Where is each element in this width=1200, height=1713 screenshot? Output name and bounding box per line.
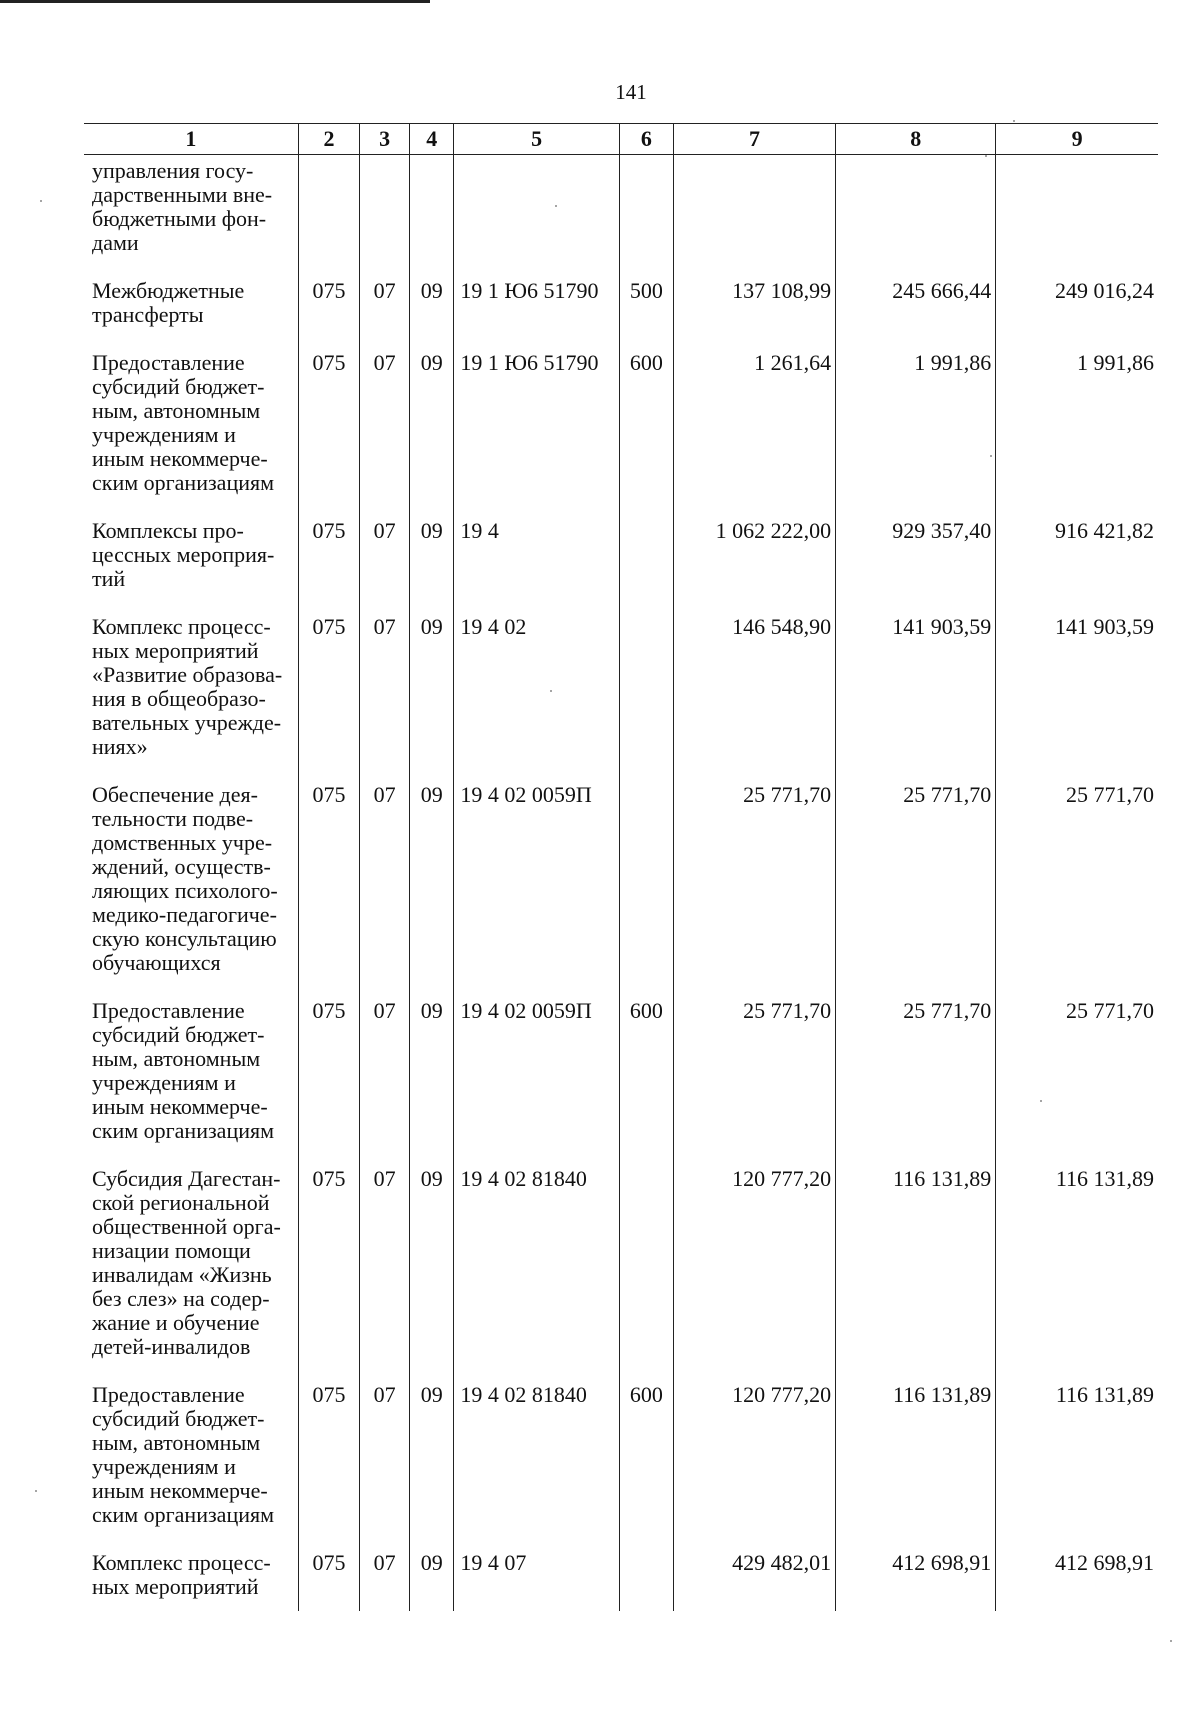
header-col-2: 2: [298, 124, 360, 155]
row-amount-col9: 412 698,91: [996, 1539, 1158, 1611]
row-amount-col7: 146 548,90: [673, 603, 835, 771]
row-amount-col8: 116 131,89: [836, 1155, 996, 1371]
scan-speck: [35, 1490, 37, 1492]
row-amount-col7: 1 261,64: [673, 339, 835, 507]
table-row: [84, 603, 1158, 771]
row-amount-col7: 429 482,01: [673, 1539, 835, 1611]
row-name: Предоставление субсидий бюджет- ным, автономным учреждениям и иным некоммерче- ским организациям: [92, 350, 275, 495]
table-row: [84, 1155, 1158, 1371]
row-ved-code: 075: [298, 603, 360, 771]
scan-speck: [1013, 120, 1015, 122]
row-amount-col9: 1 991,86: [996, 339, 1158, 507]
row-amount-col9: 116 131,89: [996, 1371, 1158, 1539]
table-row: [84, 1539, 1158, 1611]
row-target-article: 19 4 02 0059П: [454, 771, 619, 987]
row-amount-col9: 25 771,70: [996, 987, 1158, 1155]
row-target-article: 19 4: [454, 507, 619, 603]
row-amount-col9: 141 903,59: [996, 603, 1158, 771]
row-target-article: 19 4 02: [454, 603, 619, 771]
table-header: [84, 124, 1158, 155]
row-expense-type: 500: [619, 267, 673, 339]
row-expense-type: [619, 155, 673, 268]
row-expense-type: [619, 603, 673, 771]
header-col-4: 4: [410, 124, 454, 155]
row-amount-col9: 116 131,89: [996, 1155, 1158, 1371]
row-amount-col7: 1 062 222,00: [673, 507, 835, 603]
row-subsection-code: 09: [410, 339, 454, 507]
row-expense-type: 600: [619, 987, 673, 1155]
table-row: [84, 155, 1158, 268]
row-target-article: [454, 155, 619, 268]
row-ved-code: 075: [298, 339, 360, 507]
row-name: Предоставление субсидий бюджет- ным, автономным учреждениям и иным некоммерче- ским организациям: [92, 998, 275, 1143]
header-col-6: 6: [619, 124, 673, 155]
row-amount-col8: 1 991,86: [836, 339, 996, 507]
row-section-code: [360, 155, 410, 268]
scan-speck: [550, 690, 552, 692]
row-expense-type: 600: [619, 1371, 673, 1539]
header-col-9: 9: [996, 124, 1158, 155]
row-subsection-code: 09: [410, 987, 454, 1155]
row-amount-col7: 120 777,20: [673, 1371, 835, 1539]
scan-speck: [985, 155, 987, 157]
row-target-article: 19 4 02 0059П: [454, 987, 619, 1155]
row-ved-code: 075: [298, 507, 360, 603]
row-section-code: 07: [360, 339, 410, 507]
row-name: управления госу- дарственными вне- бюджетными фон- дами: [92, 158, 273, 255]
row-subsection-code: 09: [410, 1539, 454, 1611]
row-amount-col9: 249 016,24: [996, 267, 1158, 339]
scan-speck: [1170, 1640, 1172, 1642]
row-target-article: 19 4 02 81840: [454, 1155, 619, 1371]
table-row: [84, 507, 1158, 603]
row-amount-col8: 25 771,70: [836, 987, 996, 1155]
row-subsection-code: 09: [410, 507, 454, 603]
scan-speck: [990, 455, 992, 457]
row-subsection-code: 09: [410, 771, 454, 987]
header-col-1: 1: [84, 124, 298, 155]
row-section-code: 07: [360, 1155, 410, 1371]
row-expense-type: [619, 771, 673, 987]
row-section-code: 07: [360, 1371, 410, 1539]
row-subsection-code: [410, 155, 454, 268]
row-name: Комплексы про- цессных мероприя- тий: [92, 518, 275, 591]
row-amount-col9: 916 421,82: [996, 507, 1158, 603]
row-expense-type: [619, 507, 673, 603]
scan-speck: [40, 200, 42, 202]
row-section-code: 07: [360, 507, 410, 603]
scan-top-rule: [0, 0, 430, 3]
row-amount-col8: 412 698,91: [836, 1539, 996, 1611]
row-expense-type: [619, 1155, 673, 1371]
row-name: Обеспечение дея- тельности подве- домственных учре- ждений, осуществ- ляющих психолого- медико-педагогиче- скую консультацию обучающихся: [92, 782, 278, 975]
row-target-article: 19 4 02 81840: [454, 1371, 619, 1539]
row-target-article: 19 1 Ю6 51790: [454, 339, 619, 507]
row-subsection-code: 09: [410, 267, 454, 339]
scan-speck: [1040, 1100, 1042, 1102]
row-target-article: 19 4 07: [454, 1539, 619, 1611]
table-body: [84, 155, 1158, 1612]
row-ved-code: 075: [298, 1155, 360, 1371]
row-expense-type: [619, 1539, 673, 1611]
row-section-code: 07: [360, 267, 410, 339]
row-name: Субсидия Дагестан- ской региональной общественной орга- низации помощи инвалидам «Жизнь без слез» на содер- жание и обучение детей-инвалидов: [92, 1166, 281, 1359]
header-col-8: 8: [836, 124, 996, 155]
row-name: Комплекс процесс- ных мероприятий: [92, 1550, 271, 1599]
row-name: Межбюджетные трансферты: [92, 278, 245, 327]
header-row: [84, 124, 1158, 155]
page-number: 141: [615, 80, 647, 104]
row-amount-col7: 137 108,99: [673, 267, 835, 339]
row-amount-col9: [996, 155, 1158, 268]
row-section-code: 07: [360, 771, 410, 987]
row-section-code: 07: [360, 1539, 410, 1611]
row-amount-col8: 25 771,70: [836, 771, 996, 987]
row-ved-code: 075: [298, 1539, 360, 1611]
scan-speck: [555, 205, 557, 207]
table-row: [84, 1371, 1158, 1539]
header-col-3: 3: [360, 124, 410, 155]
row-amount-col9: 25 771,70: [996, 771, 1158, 987]
budget-table: [84, 123, 1158, 1611]
row-amount-col8: 929 357,40: [836, 507, 996, 603]
row-section-code: 07: [360, 603, 410, 771]
row-name: Предоставление субсидий бюджет- ным, автономным учреждениям и иным некоммерче- ским организациям: [92, 1382, 275, 1527]
row-amount-col7: 120 777,20: [673, 1155, 835, 1371]
row-subsection-code: 09: [410, 603, 454, 771]
row-expense-type: 600: [619, 339, 673, 507]
table-row: [84, 339, 1158, 507]
row-ved-code: 075: [298, 1371, 360, 1539]
row-ved-code: 075: [298, 771, 360, 987]
header-col-5: 5: [454, 124, 619, 155]
row-target-article: 19 1 Ю6 51790: [454, 267, 619, 339]
table-row: [84, 771, 1158, 987]
row-ved-code: 075: [298, 987, 360, 1155]
table-row: [84, 987, 1158, 1155]
row-subsection-code: 09: [410, 1371, 454, 1539]
row-ved-code: 075: [298, 267, 360, 339]
row-section-code: 07: [360, 987, 410, 1155]
row-ved-code: [298, 155, 360, 268]
row-subsection-code: 09: [410, 1155, 454, 1371]
header-col-7: 7: [673, 124, 835, 155]
row-amount-col7: [673, 155, 835, 268]
row-amount-col8: 245 666,44: [836, 267, 996, 339]
row-name: Комплекс процесс- ных мероприятий «Развитие образова- ния в общеобразо- вательных учрежде- ниях»: [92, 614, 283, 759]
row-amount-col7: 25 771,70: [673, 987, 835, 1155]
table-row: [84, 267, 1158, 339]
row-amount-col8: 116 131,89: [836, 1371, 996, 1539]
row-amount-col7: 25 771,70: [673, 771, 835, 987]
row-amount-col8: [836, 155, 996, 268]
row-amount-col8: 141 903,59: [836, 603, 996, 771]
